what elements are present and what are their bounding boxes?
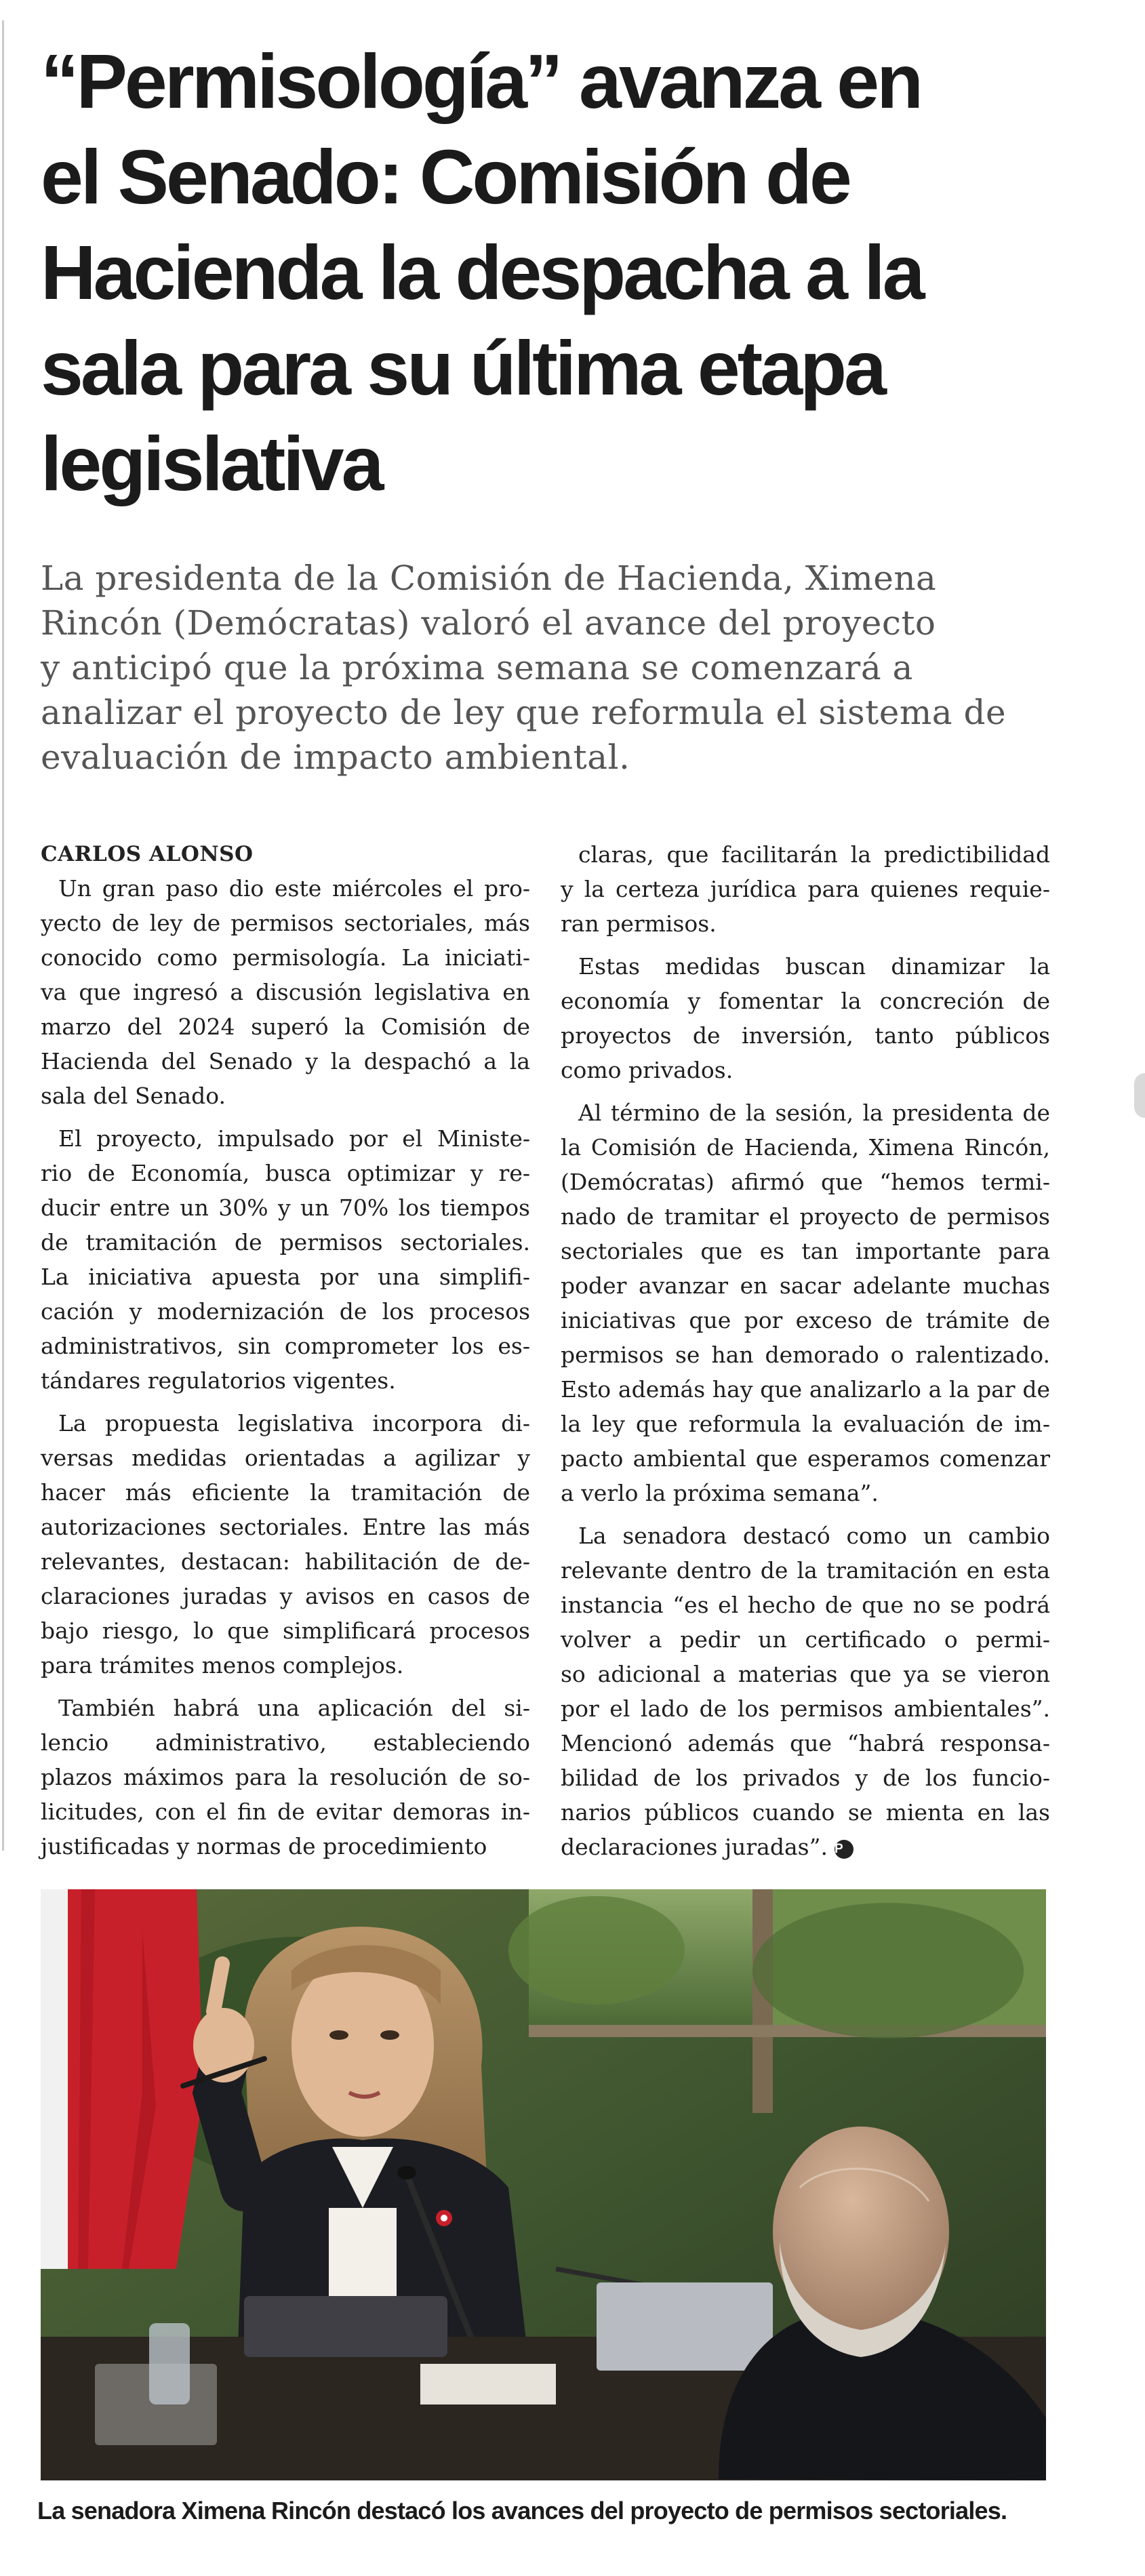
body-line: sectoriales que es tan importante para <box>561 1238 1050 1264</box>
body-column-right <box>561 837 1050 1872</box>
body-paragraph <box>561 949 1050 1087</box>
body-line: pacto ambiental que esperamos comenzar <box>561 1445 1050 1472</box>
body-line: claras, que facilitarán la predictibilidad <box>578 841 1050 868</box>
end-of-article-mark: P <box>835 1840 853 1859</box>
lead-line: analizar el proyecto de ley que reformula el sistema de <box>41 693 1007 732</box>
body-line: la Comisión de Hacienda, Ximena Rincón, <box>561 1134 1050 1161</box>
body-paragraph <box>41 1121 530 1398</box>
body-line: yecto de ley de permisos sectoriales, más <box>41 910 530 936</box>
body-line: ducir entre un 30% y un 70% los tiempos <box>41 1194 530 1221</box>
photo-illustration <box>41 1889 1046 2480</box>
body-line: so adicional a materias que ya se vieron <box>561 1661 1050 1687</box>
body-line: y la certeza jurídica para quienes requie- <box>561 876 1050 902</box>
body-line: para trámites menos complejos. <box>41 1652 404 1678</box>
body-line: justificadas y normas de procedimiento <box>41 1833 487 1859</box>
lead-line: evaluación de impacto ambiental. <box>41 738 630 777</box>
body-line: a verlo la próxima semana”. <box>561 1480 879 1506</box>
body-line: Mencionó además que “habrá responsa- <box>561 1730 1050 1756</box>
article-photo <box>41 1889 1046 2480</box>
body-line: autorizaciones sectoriales. Entre las más <box>41 1514 530 1540</box>
body-line: plazos máximos para la resolución de so- <box>41 1764 530 1790</box>
body-line: nado de tramitar el proyecto de permisos <box>561 1203 1050 1230</box>
body-line: bajo riesgo, lo que simplificará procesos <box>41 1617 530 1644</box>
body-line: Esto además hay que analizarlo a la par de <box>561 1376 1050 1403</box>
body-line: versas medidas orientadas a agilizar y <box>41 1445 530 1471</box>
body-line: poder avanzar en sacar adelante muchas <box>561 1272 1050 1299</box>
body-line: volver a pedir un certificado o permi- <box>561 1626 1050 1653</box>
body-paragraph <box>561 1095 1050 1510</box>
lead-line: La presidenta de la Comisión de Hacienda, Ximena <box>41 559 937 598</box>
lead-line: Rincón (Demócratas) valoró el avance del proyecto <box>41 603 936 643</box>
body-line: cación y modernización de los procesos <box>41 1298 530 1325</box>
body-line: marzo del 2024 superó la Comisión de <box>41 1013 530 1040</box>
body-line: El proyecto, impulsado por el Ministe- <box>58 1125 530 1152</box>
body-line: ran permisos. <box>561 910 717 937</box>
body-paragraph <box>41 1406 530 1683</box>
body-line: rio de Economía, busca optimizar y re- <box>41 1160 530 1186</box>
body-paragraph <box>561 1518 1050 1864</box>
body-line: Estas medidas buscan dinamizar la <box>578 953 1050 980</box>
body-line: va que ingresó a discusión legislativa en <box>41 979 530 1005</box>
headline-line: sala para su última etapa <box>41 325 885 411</box>
byline: CARLOS ALONSO <box>41 842 254 866</box>
body-line: bilidad de los privados y de los funcio- <box>561 1765 1050 1791</box>
body-line: instancia “es el hecho de que no se podrá <box>561 1592 1050 1618</box>
lead-line: y anticipó que la próxima semana se comenzará a <box>41 648 913 687</box>
body-line: Al término de la sesión, la presidenta de <box>578 1100 1050 1126</box>
headline-line: legislativa <box>41 421 382 506</box>
body-line: claraciones juradas y avisos en casos de <box>41 1583 530 1609</box>
body-line: sala del Senado. <box>41 1083 226 1109</box>
body-line: licitudes, con el fin de evitar demoras in- <box>41 1798 530 1825</box>
body-line: relevantes, destacan: habilitación de de- <box>41 1548 530 1575</box>
body-line: Hacienda del Senado y la despachó a la <box>41 1048 530 1074</box>
body-line: permisos se han demorado o ralentizado. <box>561 1342 1050 1368</box>
body-line: Un gran paso dio este miércoles el pro- <box>58 875 530 902</box>
body-paragraph <box>561 837 1050 941</box>
body-paragraph <box>41 1691 530 1864</box>
body-line: iniciativas que por exceso de trámite de <box>561 1307 1050 1333</box>
body-line: administrativos, sin comprometer los es- <box>41 1333 530 1359</box>
headline-line: “Permisología” avanza en <box>41 39 921 124</box>
body-line: de tramitación de permisos sectoriales. <box>41 1229 530 1255</box>
body-line: la ley que reformula la evaluación de im- <box>561 1411 1050 1437</box>
headline-line: Hacienda la despacha a la <box>41 230 923 315</box>
photo-caption: La senadora Ximena Rincón destacó los avances del proyecto de permisos sectoriales. <box>37 2497 1007 2524</box>
body-line: La senadora destacó como un cambio <box>578 1523 1050 1549</box>
left-margin-rule <box>2 20 4 1851</box>
body-line: lencio administrativo, estableciendo <box>41 1729 530 1756</box>
headline <box>41 34 1017 512</box>
chile-flag <box>41 1889 203 2269</box>
headline-line: el Senado: Comisión de <box>41 134 849 220</box>
scroll-handle[interactable] <box>1134 1073 1145 1118</box>
body-paragraph <box>41 871 530 1113</box>
body-column-left <box>41 837 530 1872</box>
body-line: por el lado de los permisos ambientales”. <box>561 1695 1050 1722</box>
body-line: como privados. <box>561 1057 734 1083</box>
body-line: relevante dentro de la tramitación en esta <box>561 1557 1050 1584</box>
body-line: hacer más eficiente la tramitación de <box>41 1479 530 1506</box>
body-line: tándares regulatorios vigentes. <box>41 1367 396 1394</box>
body-line: La iniciativa apuesta por una simplifi- <box>41 1264 530 1290</box>
body-line: declaraciones juradas”. P <box>561 1830 1050 1864</box>
body-line: proyectos de inversión, tanto públicos <box>561 1022 1050 1049</box>
body-line: La propuesta legislativa incorpora di- <box>58 1410 530 1436</box>
body-line: economía y fomentar la concreción de <box>561 988 1050 1014</box>
body-line: También habrá una aplicación del si- <box>58 1695 530 1721</box>
body-line: (Demócratas) afirmó que “hemos termi- <box>561 1169 1050 1195</box>
body-line: narios públicos cuando se mienta en las <box>561 1799 1050 1826</box>
body-line: conocido como permisología. La iniciati- <box>41 944 530 971</box>
lead-paragraph <box>41 556 1037 780</box>
